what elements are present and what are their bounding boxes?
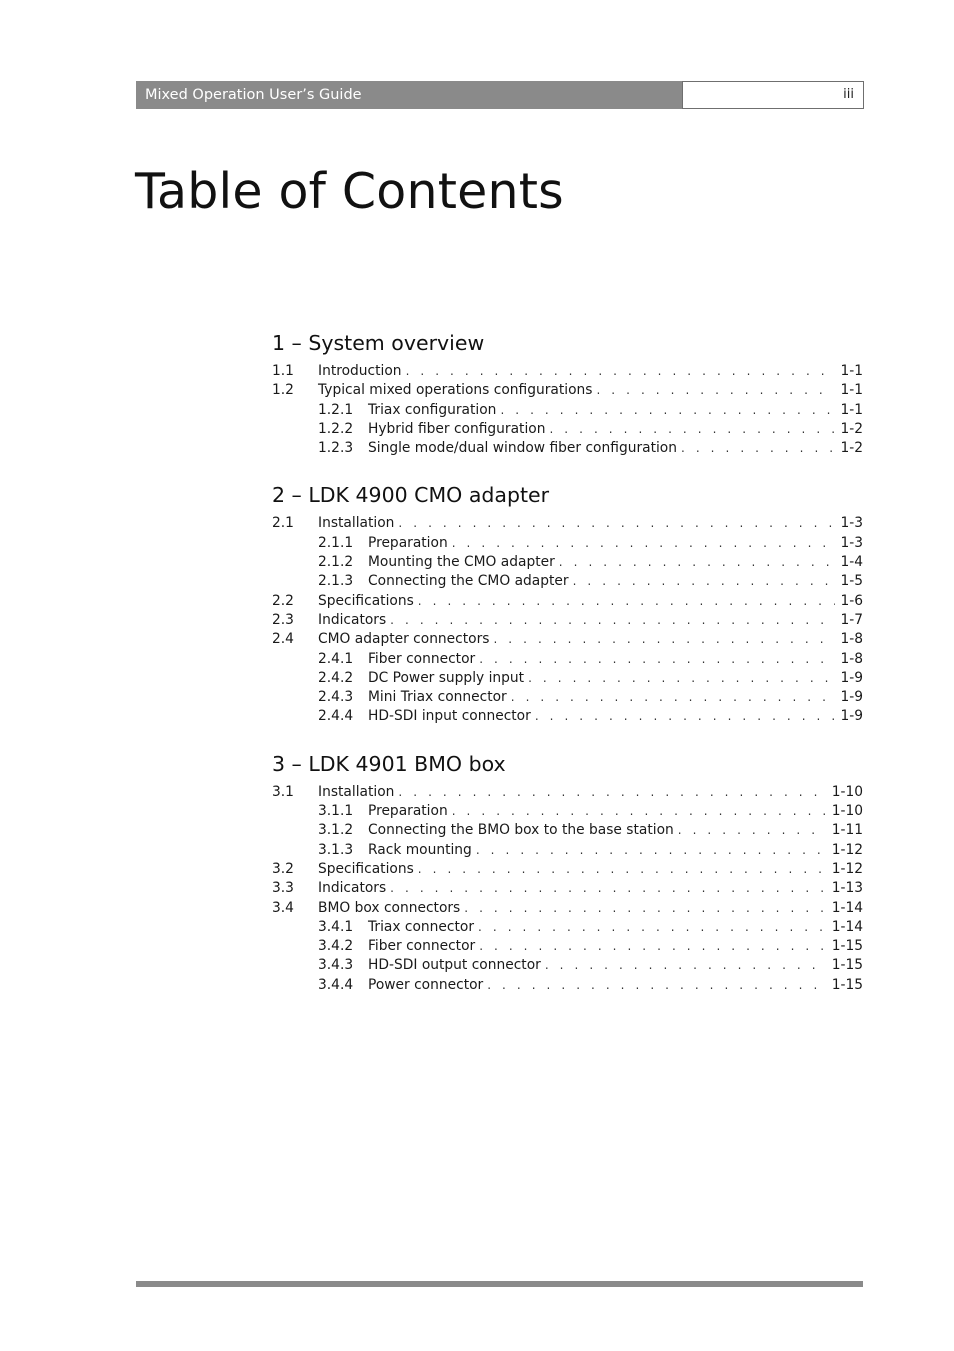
toc-entry-title: Connecting the CMO adapter	[368, 573, 569, 590]
toc-entry-title: Triax connector	[368, 918, 475, 935]
toc-entry-number: 2.4.2	[318, 669, 354, 686]
toc-entry[interactable]	[272, 708, 863, 727]
toc-entry-number: 2.4.4	[318, 708, 354, 725]
table-of-contents	[272, 328, 863, 996]
chapter-heading[interactable]: 1 – System overview	[272, 331, 485, 355]
toc-entry-page: 1-2	[840, 420, 863, 437]
toc-entry-title: Introduction	[318, 363, 402, 379]
toc-entry[interactable]	[272, 784, 863, 803]
toc-entry[interactable]	[272, 421, 863, 440]
toc-entry-number: 2.1.3	[318, 573, 354, 590]
toc-entry-page: 1-9	[840, 669, 863, 686]
header-title: Mixed Operation User’s Guide	[136, 81, 682, 109]
toc-entry-title: Installation	[318, 783, 395, 800]
toc-entry-number: 2.4	[272, 631, 294, 648]
toc-entry-number: 3.4.4	[318, 976, 354, 993]
toc-entry[interactable]	[272, 670, 863, 689]
dot-leader	[573, 574, 836, 588]
toc-entry[interactable]	[272, 612, 863, 631]
toc-entry-number: 3.4	[272, 899, 294, 916]
toc-entry[interactable]	[272, 515, 863, 534]
toc-entry[interactable]	[272, 573, 863, 592]
toc-entry-title: Preparation	[368, 534, 448, 551]
dot-leader	[418, 862, 827, 876]
toc-entry-page: 1-3	[840, 515, 863, 532]
toc-entry[interactable]	[272, 593, 863, 612]
toc-entry-page: 1-9	[840, 708, 863, 725]
toc-entry-page: 1-11	[831, 822, 863, 839]
toc-entry[interactable]	[272, 689, 863, 708]
toc-entry-title: Preparation	[368, 803, 448, 820]
dot-leader	[452, 536, 836, 550]
toc-entry-page: 1-12	[831, 860, 863, 877]
header-page-number: iii	[682, 81, 864, 109]
toc-entry-page: 1-12	[831, 841, 863, 858]
toc-entry[interactable]	[272, 803, 863, 822]
toc-entry-number: 1.2.1	[318, 401, 354, 418]
dot-leader	[545, 958, 827, 972]
toc-entry-title: Rack mounting	[368, 841, 472, 858]
dot-leader	[493, 632, 835, 646]
toc-entry-page: 1-8	[840, 650, 863, 667]
toc-entry[interactable]	[272, 977, 863, 996]
toc-entry-number: 2.4.1	[318, 650, 354, 667]
toc-entry-page: 1-8	[840, 631, 863, 648]
toc-entry-page: 1-15	[831, 938, 863, 955]
toc-entry-title: Installation	[318, 515, 395, 532]
toc-entry-page: 1-14	[831, 918, 863, 935]
toc-entry-number: 3.1.1	[318, 803, 354, 820]
toc-entry-title: Indicators	[318, 611, 387, 628]
toc-entry-number: 3.1	[272, 783, 294, 800]
toc-entry-title: CMO adapter connectors	[318, 631, 490, 648]
dot-leader	[406, 364, 836, 378]
toc-entry-title: Single mode/dual window fiber configuration	[368, 440, 677, 457]
dot-leader	[528, 671, 835, 685]
dot-leader	[390, 881, 827, 895]
toc-chapter	[272, 480, 863, 727]
toc-entry[interactable]	[272, 631, 863, 650]
toc-entry-title: HD-SDI input connector	[368, 708, 531, 725]
toc-entry[interactable]	[272, 440, 863, 459]
toc-entry[interactable]	[272, 402, 863, 421]
toc-entry-page: 1-10	[831, 783, 863, 800]
dot-leader	[478, 920, 827, 934]
toc-entry-page: 1-7	[840, 611, 863, 628]
toc-entry-number: 2.1.1	[318, 534, 354, 551]
toc-entry-number: 2.1.2	[318, 554, 354, 571]
toc-entry-title: Mounting the CMO adapter	[368, 554, 555, 571]
toc-entry-number: 3.2	[272, 860, 294, 877]
chapter-heading[interactable]: 2 – LDK 4900 CMO adapter	[272, 483, 550, 508]
toc-entry-page: 1-2	[840, 440, 863, 457]
toc-entry-title: Typical mixed operations configurations	[318, 382, 593, 399]
toc-entry[interactable]	[272, 363, 863, 382]
toc-entry-title: Indicators	[318, 880, 387, 897]
toc-entry[interactable]	[272, 554, 863, 573]
toc-entry-title: Fiber connector	[368, 938, 476, 955]
toc-entry[interactable]	[272, 938, 863, 957]
dot-leader	[464, 901, 826, 915]
toc-entry-page: 1-10	[831, 803, 863, 820]
toc-entry-page: 1-1	[840, 363, 863, 379]
toc-entry-title: HD-SDI output connector	[368, 957, 541, 974]
toc-entry-page: 1-1	[840, 382, 863, 399]
toc-entry-list	[272, 784, 863, 996]
toc-entry-page: 1-14	[831, 899, 863, 916]
toc-entry[interactable]	[272, 842, 863, 861]
toc-entry-page: 1-6	[840, 592, 863, 609]
dot-leader	[549, 422, 835, 436]
toc-entry[interactable]	[272, 919, 863, 938]
toc-entry-title: Power connector	[368, 976, 484, 993]
toc-entry-page: 1-15	[831, 976, 863, 993]
chapter-heading[interactable]: 3 – LDK 4901 BMO box	[272, 751, 506, 776]
dot-leader	[678, 823, 827, 837]
toc-entry-number: 2.4.3	[318, 689, 354, 706]
toc-entry-page: 1-4	[840, 554, 863, 571]
dot-leader	[418, 594, 836, 608]
toc-entry-number: 2.1	[272, 515, 294, 532]
toc-entry-page: 1-13	[831, 880, 863, 897]
toc-entry-number: 3.1.3	[318, 841, 354, 858]
dot-leader	[479, 652, 835, 666]
toc-entry-title: Fiber connector	[368, 650, 476, 667]
toc-entry[interactable]	[272, 957, 863, 976]
toc-entry[interactable]	[272, 900, 863, 919]
toc-entry-number: 3.4.3	[318, 957, 354, 974]
dot-leader	[596, 383, 835, 397]
toc-entry-title: BMO box connectors	[318, 899, 461, 916]
toc-entry-number: 1.2.2	[318, 420, 354, 437]
dot-leader	[535, 709, 836, 723]
toc-entry-number: 3.3	[272, 880, 294, 897]
toc-chapter	[272, 749, 863, 996]
toc-entry-list	[272, 515, 863, 727]
dot-leader	[500, 403, 835, 417]
toc-entry-title: Specifications	[318, 592, 414, 609]
dot-leader	[681, 441, 835, 455]
toc-entry[interactable]	[272, 861, 863, 880]
toc-entry-number: 3.4.1	[318, 918, 354, 935]
toc-chapter	[272, 328, 863, 459]
dot-leader	[452, 804, 827, 818]
running-header	[136, 81, 864, 109]
toc-entry[interactable]	[272, 651, 863, 670]
toc-entry-number: 3.4.2	[318, 938, 354, 955]
dot-leader	[476, 843, 827, 857]
toc-entry-page: 1-3	[840, 534, 863, 551]
dot-leader	[398, 785, 826, 799]
toc-entry-title: Hybrid fiber configuration	[368, 420, 546, 437]
toc-entry[interactable]	[272, 382, 863, 401]
toc-entry-page: 1-15	[831, 957, 863, 974]
toc-entry-number: 3.1.2	[318, 822, 354, 839]
toc-entry[interactable]	[272, 822, 863, 841]
toc-entry-page: 1-5	[840, 573, 863, 590]
toc-entry-number: 1.1	[272, 363, 294, 379]
toc-entry-list	[272, 363, 863, 459]
toc-entry-number: 2.2	[272, 592, 294, 609]
toc-entry-title: Mini Triax connector	[368, 689, 507, 706]
dot-leader	[487, 978, 826, 992]
toc-entry-title: DC Power supply input	[368, 669, 525, 686]
dot-leader	[511, 690, 836, 704]
footer-rule	[136, 1281, 863, 1287]
toc-entry-number: 1.2	[272, 382, 294, 399]
toc-entry-title: Connecting the BMO box to the base station	[368, 822, 674, 839]
toc-entry[interactable]	[272, 880, 863, 899]
dot-leader	[390, 613, 835, 627]
toc-entry-number: 1.2.3	[318, 440, 354, 457]
dot-leader	[398, 516, 835, 530]
toc-entry[interactable]	[272, 535, 863, 554]
page-title: Table of Contents	[135, 163, 564, 220]
toc-entry-page: 1-1	[840, 401, 863, 418]
toc-entry-number: 2.3	[272, 611, 294, 628]
toc-entry-title: Specifications	[318, 860, 414, 877]
dot-leader	[559, 555, 836, 569]
toc-entry-title: Triax configuration	[368, 401, 497, 418]
toc-entry-page: 1-9	[840, 689, 863, 706]
dot-leader	[479, 939, 827, 953]
